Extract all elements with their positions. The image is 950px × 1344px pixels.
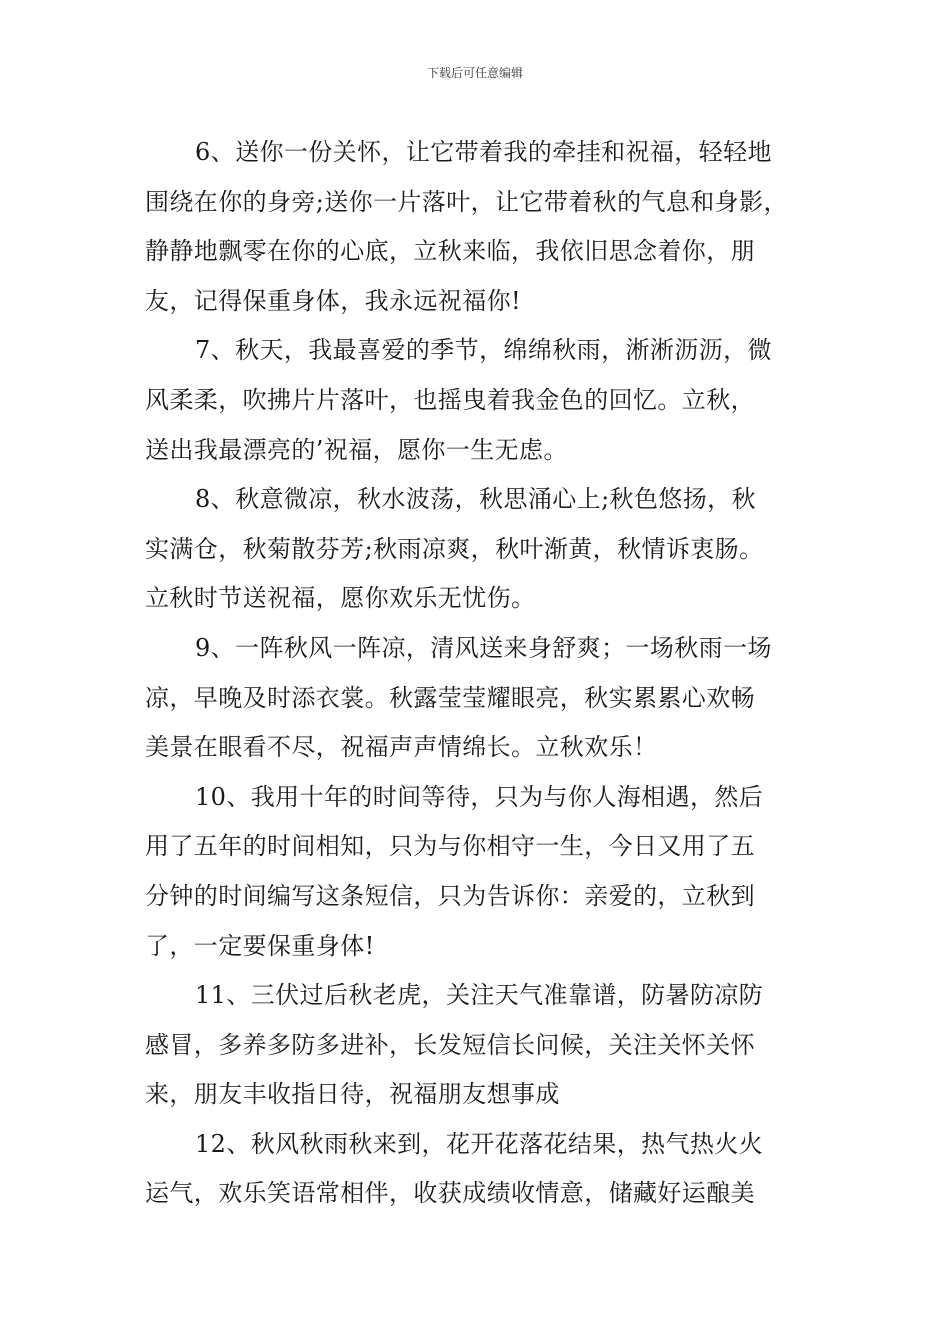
paragraph-line: 围绕在你的身旁;送你一片落叶，让它带着秋的气息和身影， — [145, 187, 788, 216]
paragraph-line: 友，记得保重身体，我永远祝福你! — [145, 286, 522, 315]
paragraph-line: 7、秋天，我最喜爱的季节，绵绵秋雨，淅淅沥沥，微 — [195, 336, 772, 365]
paragraph-line: 用了五年的时间相知，只为与你相守一生，今日又用了五 — [145, 832, 755, 861]
paragraph — [145, 773, 815, 971]
paragraph — [145, 1120, 815, 1219]
paragraph — [145, 971, 815, 1120]
paragraph-line: 凉，早晚及时添衣裳。秋露莹莹耀眼亮，秋实累累心欢畅 — [145, 683, 755, 712]
paragraph-line: 静静地飘零在你的心底，立秋来临，我依旧思念着你，朋 — [145, 237, 755, 266]
paragraph — [145, 128, 815, 326]
document-body — [145, 128, 815, 1219]
paragraph-line: 立秋时节送祝福，愿你欢乐无忧伤。 — [145, 584, 536, 613]
paragraph-line: 送出我最漂亮的’祝福，愿你一生无虑。 — [145, 435, 568, 464]
paragraph — [145, 475, 815, 624]
paragraph-line: 了，一定要保重身体! — [145, 931, 375, 960]
paragraph-line: 8、秋意微凉，秋水波荡，秋思涌心上;秋色悠扬，秋 — [195, 485, 756, 514]
paragraph-line: 来，朋友丰收指日待，祝福朋友想事成 — [145, 1080, 560, 1109]
paragraph-line: 12、秋风秋雨秋来到，花开花落花结果，热气热火火 — [195, 1129, 764, 1158]
paragraph-line: 9、一阵秋风一阵凉，清风送来身舒爽；一场秋雨一场 — [195, 633, 772, 662]
paragraph-line: 6、送你一份关怀，让它带着我的牵挂和祝福，轻轻地 — [195, 138, 772, 166]
paragraph-line: 风柔柔，吹拂片片落叶，也摇曳着我金色的回忆。立秋， — [145, 385, 755, 414]
paragraph-line: 运气，欢乐笑语常相伴，收获成绩收情意，储藏好运酿美 — [145, 1179, 755, 1208]
page-header: 下载后可任意编辑 — [426, 66, 523, 80]
paragraph-line: 10、我用十年的时间等待，只为与你人海相遇，然后 — [195, 782, 764, 811]
paragraph — [145, 624, 815, 773]
paragraph — [145, 326, 815, 475]
paragraph-line: 美景在眼看不尽，祝福声声情绵长。立秋欢乐！ — [145, 733, 658, 762]
paragraph-line: 11、三伏过后秋老虎，关注天气准靠谱，防暑防凉防 — [195, 981, 764, 1010]
paragraph-line: 感冒，多养多防多进补，长发短信长问候，关注关怀关怀 — [145, 1030, 755, 1059]
paragraph-line: 分钟的时间编写这条短信，只为告诉你：亲爱的，立秋到 — [145, 881, 755, 910]
paragraph-line: 实满仓，秋菊散芬芳;秋雨凉爽，秋叶渐黄，秋情诉衷肠。 — [145, 534, 764, 563]
